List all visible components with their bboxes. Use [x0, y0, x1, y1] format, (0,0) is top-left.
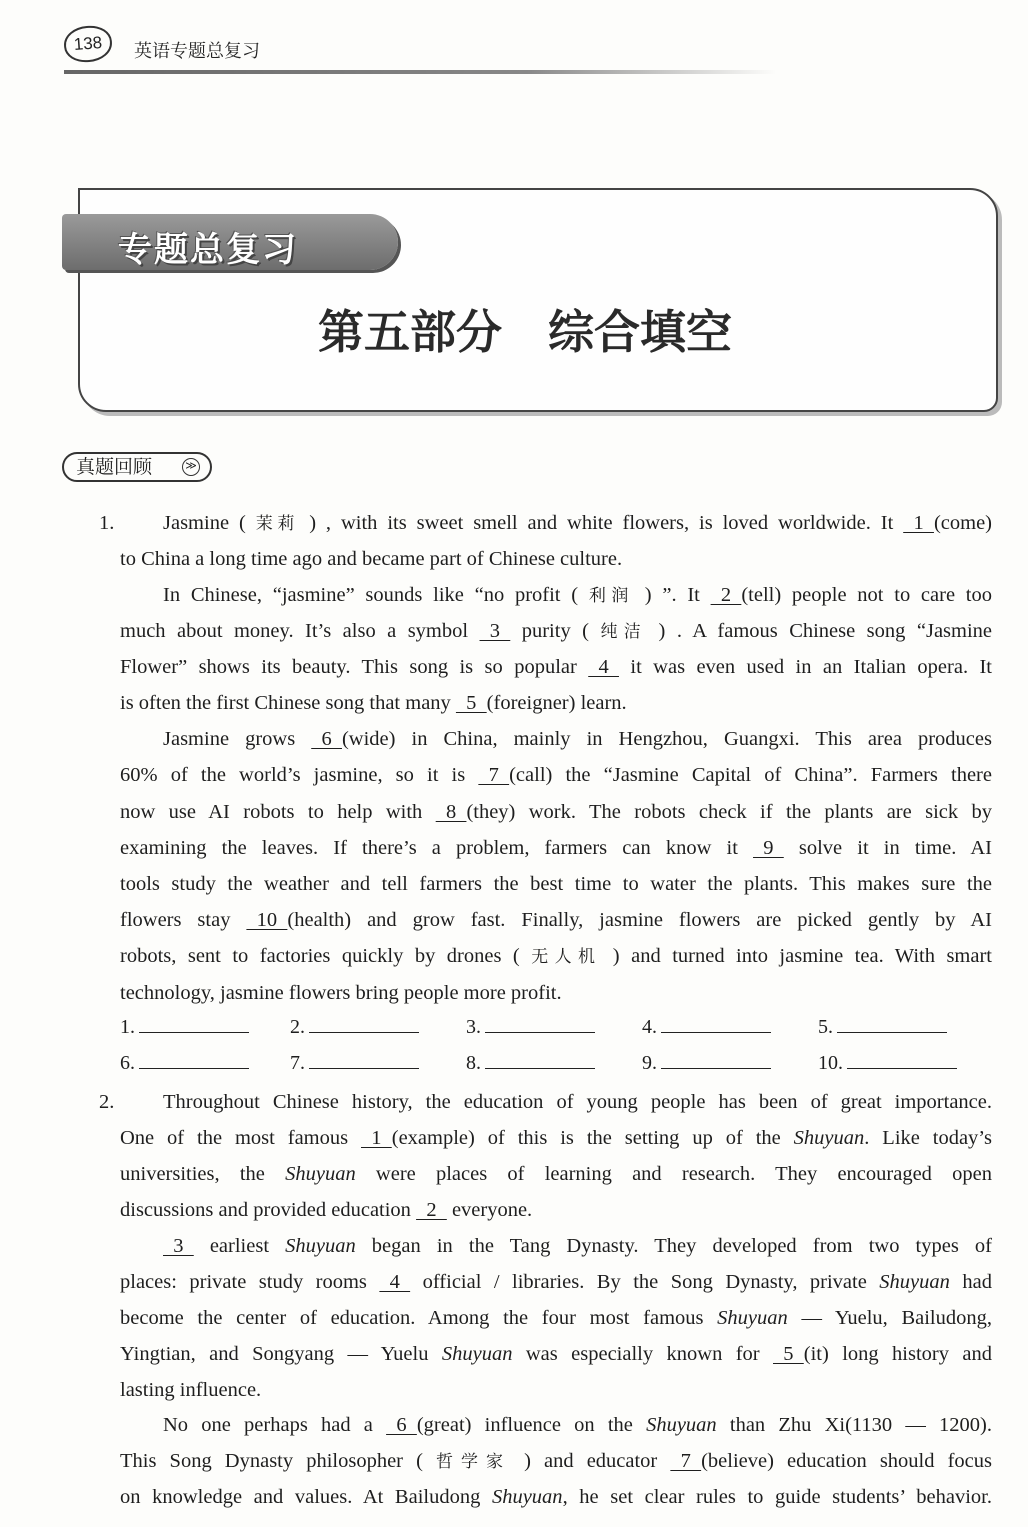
blank-number: 4	[379, 1271, 411, 1293]
answer-label: 3.	[466, 1016, 481, 1038]
passage-line: tools study the weather and tell farmers the best time to water the plants. This makes sure the	[120, 873, 992, 895]
blank-number: 9	[753, 837, 784, 859]
answer-slot[interactable]	[818, 1050, 957, 1075]
answer-label: 1.	[120, 1016, 135, 1038]
answer-slot[interactable]	[642, 1014, 771, 1039]
review-tag	[62, 452, 212, 482]
passage-line: This Song Dynasty philosopher ( 哲学家 ) and educator 7 (believe) education should focus	[120, 1446, 992, 1477]
passage-line: much about money. It’s also a symbol 3 purity ( 纯洁 ) . A famous Chinese song “Jasmine	[120, 616, 992, 647]
blank-number: 3	[163, 1235, 194, 1257]
answer-slot[interactable]	[290, 1014, 419, 1039]
italic-term: Shuyuan	[441, 1343, 513, 1365]
answer-line[interactable]	[309, 1014, 419, 1033]
passage-line: is often the first Chinese song that many 5 (foreigner) learn.	[120, 688, 627, 718]
blank-number: 6	[386, 1414, 417, 1436]
chinese-gloss: 利润	[588, 586, 635, 606]
answer-slot[interactable]	[466, 1014, 595, 1039]
answer-label: 4.	[642, 1016, 657, 1038]
answer-line[interactable]	[139, 1014, 249, 1033]
passage-line: One of the most famous 1 (example) of this is the setting up of the Shuyuan. Like today’s	[120, 1123, 992, 1153]
blank-number: 2	[416, 1199, 447, 1221]
passage-line: flowers stay 10 (health) and grow fast. Finally, jasmine flowers are picked gently by AI	[120, 905, 992, 935]
passage-line: robots, sent to factories quickly by drones ( 无人机 ) and turned into jasmine tea. With smart	[120, 945, 993, 967]
answer-label: 8.	[466, 1052, 481, 1074]
header-rule	[64, 70, 776, 74]
passage-2-number: 2.	[99, 1091, 115, 1113]
chinese-gloss: 纯洁	[600, 622, 648, 642]
passage-line: now use AI robots to help with 8 (they) work. The robots check if the plants are sick by	[120, 797, 992, 827]
passage-line: to China a long time ago and became part of Chinese culture.	[120, 548, 623, 570]
blank-number: 6	[311, 728, 342, 750]
italic-term: Shuyuan	[793, 1127, 865, 1149]
passage-line: discussions and provided education 2 everyone.	[120, 1195, 532, 1225]
answer-label: 7.	[290, 1052, 305, 1074]
italic-term: Shuyuan	[285, 1163, 356, 1185]
blank-number: 5	[773, 1343, 804, 1365]
answer-line[interactable]	[847, 1050, 957, 1069]
chinese-gloss: 无人机	[531, 947, 602, 967]
passage-line: 60% of the world’s jasmine, so it is 7 (call) the “Jasmine Capital of China”. Farmers there	[120, 760, 992, 790]
answer-label: 2.	[290, 1016, 305, 1038]
answer-line[interactable]	[661, 1050, 771, 1069]
chinese-gloss: 哲学家	[436, 1452, 511, 1472]
section-title: 第五部分 综合填空	[318, 305, 732, 359]
answer-label: 10.	[818, 1052, 843, 1074]
italic-term: Shuyuan	[879, 1271, 950, 1293]
review-tag-label: 真题回顾	[76, 456, 153, 478]
answer-slot[interactable]	[818, 1014, 947, 1039]
answer-slot[interactable]	[466, 1050, 595, 1075]
passage-line: places: private study rooms 4 official / libraries. By the Song Dynasty, private Shuyuan had	[120, 1267, 992, 1297]
blank-number: 8	[435, 801, 467, 823]
italic-term: Shuyuan	[285, 1235, 356, 1257]
answer-label: 9.	[642, 1052, 657, 1074]
section-ribbon-label: 专题总复习	[118, 230, 298, 270]
chevron-down-icon: ≫	[182, 458, 200, 476]
passage-line: 3 earliest Shuyuan began in the Tang Dynasty. They developed from two types of	[163, 1231, 992, 1261]
answer-label: 6.	[120, 1052, 135, 1074]
answer-line[interactable]	[485, 1014, 595, 1033]
blank-number: 4	[588, 656, 619, 678]
blank-number: 1	[903, 512, 934, 534]
passage-line: on knowledge and values. At Bailudong Shuyuan, he set clear rules to guide students’ behavior.	[120, 1486, 993, 1508]
blank-number: 3	[479, 620, 511, 642]
answer-line[interactable]	[309, 1050, 419, 1069]
passage-line: Jasmine ( 茉莉 ) , with its sweet smell and white flowers, is loved worldwide. It 1 (come)	[163, 508, 992, 539]
passage-1-number: 1.	[99, 512, 115, 534]
passage-line: In Chinese, “jasmine” sounds like “no profit ( 利润 ) ”. It 2 (tell) people not to care too	[163, 580, 992, 611]
italic-term: Shuyuan	[717, 1307, 788, 1329]
italic-term: Shuyuan	[491, 1486, 563, 1508]
answer-slot[interactable]	[120, 1050, 249, 1075]
blank-number: 10	[246, 909, 288, 931]
chinese-gloss: 茉莉	[255, 514, 300, 534]
passage-line: become the center of education. Among the four most famous Shuyuan — Yuelu, Bailudong,	[120, 1307, 993, 1329]
answer-line[interactable]	[139, 1050, 249, 1069]
answer-slot[interactable]	[120, 1014, 249, 1039]
passage-line: Jasmine grows 6 (wide) in China, mainly in Hengzhou, Guangxi. This area produces	[163, 724, 992, 754]
blank-number: 5	[455, 692, 487, 714]
passage-line: Yingtian, and Songyang — Yuelu Shuyuan was especially known for 5 (it) long history and	[120, 1339, 992, 1369]
blank-number: 1	[361, 1127, 392, 1149]
blank-number: 7	[670, 1450, 702, 1472]
passage-line: lasting influence.	[120, 1379, 262, 1401]
passage-line: No one perhaps had a 6 (great) influence on the Shuyuan than Zhu Xi(1130 — 1200).	[163, 1410, 992, 1440]
blank-number: 7	[478, 764, 510, 786]
blank-number: 2	[710, 584, 742, 606]
book-title: 英语专题总复习	[134, 41, 260, 62]
passage-line: Flower” shows its beauty. This song is so popular 4 it was even used in an Italian opera. It	[120, 652, 992, 682]
answer-label: 5.	[818, 1016, 833, 1038]
passage-line: examining the leaves. If there’s a problem, farmers can know it 9 solve it in time. AI	[120, 833, 992, 863]
answer-slot[interactable]	[290, 1050, 419, 1075]
answer-line[interactable]	[661, 1014, 771, 1033]
italic-term: Shuyuan	[646, 1414, 717, 1436]
answer-slot[interactable]	[642, 1050, 771, 1075]
page-number-badge: 138	[63, 24, 113, 63]
answer-line[interactable]	[485, 1050, 595, 1069]
passage-line: Throughout Chinese history, the education of young people has been of great importance.	[163, 1091, 992, 1113]
passage-line: technology, jasmine flowers bring people more profit.	[120, 982, 562, 1004]
passage-line: universities, the Shuyuan were places of learning and research. They encouraged open	[120, 1163, 992, 1185]
answer-line[interactable]	[837, 1014, 947, 1033]
